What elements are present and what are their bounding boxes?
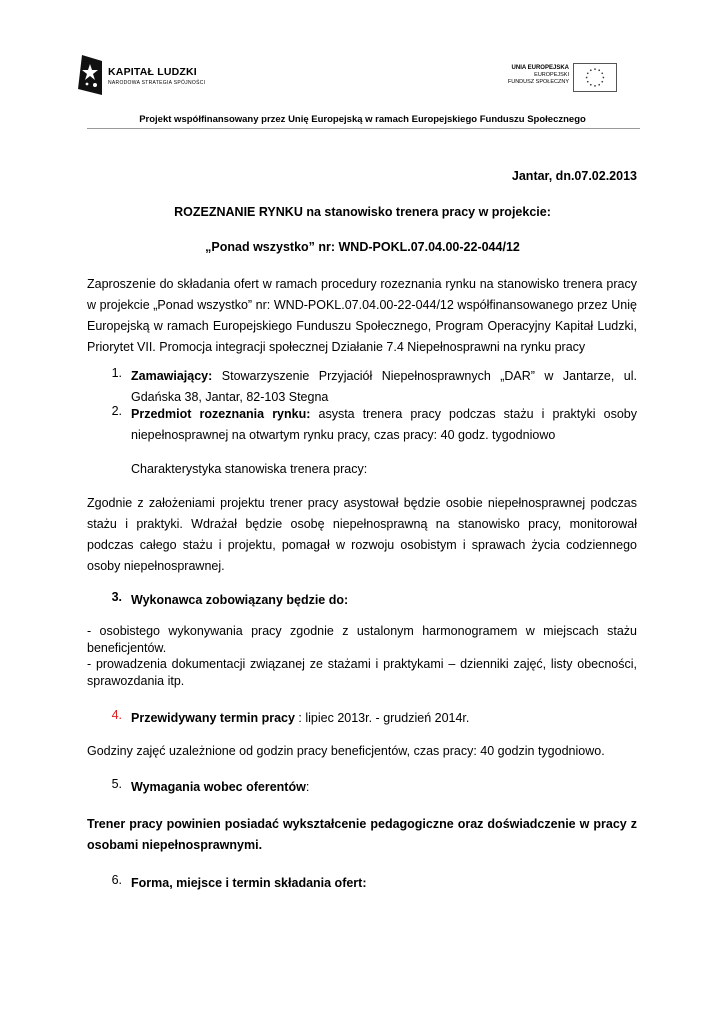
item-1-text: Stowarzyszenie Przyjaciół Niepełnosprawnych „DAR” w Jantarze, ul. Gdańska 38, Jantar, 82-103 Stegna	[131, 369, 637, 404]
item-5-text: :	[305, 780, 310, 794]
document-date: Jantar, dn.07.02.2013	[511, 169, 637, 183]
eu-star-icon	[590, 69, 592, 71]
item-2-text: asysta trenera pracy podczas stażu i praktyki osoby niepełnosprawnej na otwartym rynku pracy, czas pracy: 40 godz. tygodniowo	[131, 407, 637, 442]
eu-star-icon	[601, 72, 603, 74]
item-1-number: 1.	[111, 366, 122, 380]
item-4-number: 4.	[111, 708, 122, 722]
item-3	[131, 590, 637, 611]
eu-logo	[509, 61, 617, 93]
item-4	[131, 708, 637, 729]
kapital-ludzki-emblem-icon	[78, 55, 102, 95]
eu-star-icon	[603, 77, 605, 79]
item-5	[131, 777, 637, 798]
item-2-number: 2.	[111, 404, 122, 418]
working-hours: Godziny zajęć uzależnione od godzin pracy beneficjentów, czas pracy: 40 godzin tygodniowo.	[87, 744, 605, 758]
kapital-ludzki-logo	[78, 55, 208, 97]
characteristics-paragraph: Zgodnie z założeniami projektu trener pracy asystował będzie osobie niepełnosprawnej podczas stażu i praktyki. Wdrażał będzie osobę niepełnosprawną na stanowisko pracy, monitorował podczas całego stażu i projektu, pomagał w rozwoju osobistym i sprawach życia codziennego osoby niepełnosprawnej.	[87, 496, 637, 573]
document-title: ROZEZNANIE RYNKU na stanowisko trenera pracy w projekcie:	[174, 205, 551, 219]
item-3-label: Wykonawca zobowiązany będzie do:	[131, 593, 349, 607]
eu-star-icon	[598, 69, 600, 71]
header-divider	[87, 128, 640, 129]
project-number: „Ponad wszystko” nr: WND-POKL.07.04.00-22-044/12	[205, 240, 520, 254]
item-1	[131, 366, 637, 408]
eu-logo-line3: FUNDUSZ SPOŁECZNY	[507, 79, 569, 85]
eu-star-icon	[594, 85, 596, 87]
eu-star-icon	[601, 81, 603, 83]
eu-star-icon	[586, 77, 588, 79]
item-5-label: Wymagania wobec oferentów	[131, 780, 306, 794]
kapital-ludzki-title: KAPITAŁ LUDZKI	[108, 66, 197, 78]
eu-star-icon	[587, 81, 589, 83]
item-1-label: Zamawiający:	[131, 369, 213, 383]
item-4-label: Przewidywany termin pracy	[131, 711, 295, 725]
item-4-text: : lipiec 2013r. - grudzień 2014r.	[294, 711, 470, 725]
kapital-ludzki-subtitle: NARODOWA STRATEGIA SPÓJNOŚCI	[108, 80, 206, 86]
eu-logo-line2: EUROPEJSKI	[534, 72, 569, 78]
eu-logo-line1: UNIA EUROPEJSKA	[511, 65, 569, 71]
duty-2: - prowadzenia dokumentacji związanej ze stażami i praktykami – dzienniki zajęć, listy obecności, sprawozdania itp.	[87, 657, 637, 688]
item-6	[131, 873, 637, 894]
item-5-number: 5.	[111, 777, 122, 791]
eu-logo-text	[508, 65, 569, 86]
item-2	[131, 404, 637, 446]
item-3-number: 3.	[111, 590, 122, 604]
eu-flag-icon	[573, 63, 617, 92]
intro-paragraph: Zaproszenie do składania ofert w ramach procedury rozeznania rynku na stanowisko trenera pracy w projekcie „Ponad wszystko” nr: WND-POKL.07.04.00-22-044/12 współfinansowanego przez Unię Europejską w ramach Europejskiego Funduszu Społecznego, Program Operacyjny Kapitał Ludzki, Priorytet VII. Promocja integracji społecznej Działanie 7.4 Niepełnosprawni na rynku pracy	[87, 277, 637, 354]
cofinancing-note: Projekt współfinansowany przez Unię Europejską w ramach Europejskiego Funduszu Społecznego	[139, 114, 586, 125]
eu-star-icon	[598, 84, 600, 86]
duty-1: - osobistego wykonywania pracy zgodnie z ustalonym harmonogramem w miejscach stażu beneficjentów.	[87, 624, 637, 655]
item-6-number: 6.	[111, 873, 122, 887]
eu-star-icon	[594, 68, 596, 70]
item-2-label: Przedmiot rozeznania rynku:	[131, 407, 311, 421]
eu-star-icon	[590, 84, 592, 86]
item-6-label: Forma, miejsce i termin składania ofert:	[131, 876, 367, 890]
characteristics-heading: Charakterystyka stanowiska trenera pracy:	[131, 462, 368, 476]
eu-star-icon	[587, 72, 589, 74]
requirements-paragraph: Trener pracy powinien posiadać wykształcenie pedagogiczne oraz doświadczenie w pracy z osobami niepełnosprawnymi.	[87, 817, 637, 852]
